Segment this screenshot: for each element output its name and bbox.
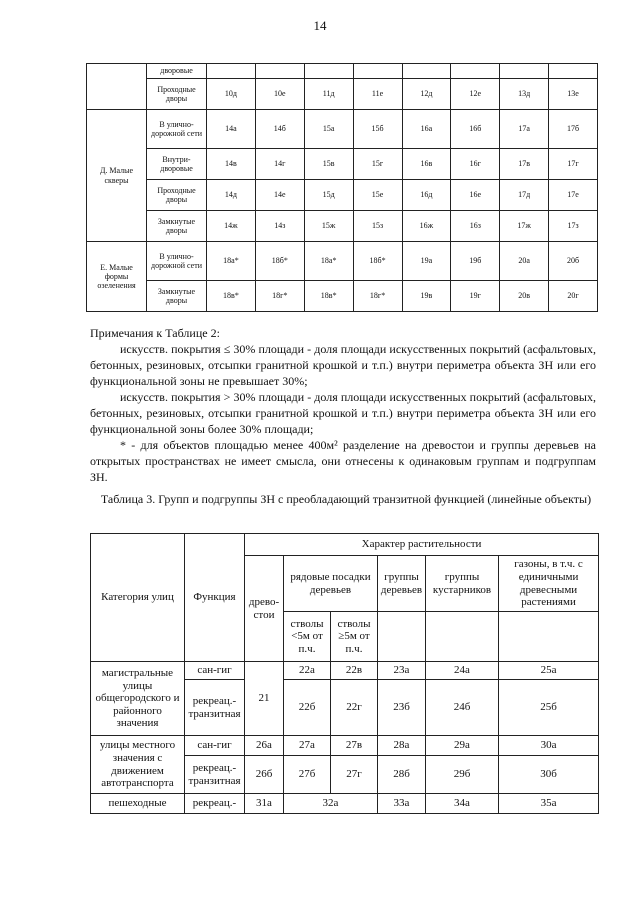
header-function: Функция (185, 534, 245, 662)
subgroup-label: Проходные дворы (147, 180, 207, 211)
subgroup-label: В улично-дорожной сети (147, 242, 207, 281)
header-lawns: газоны, в т.ч. с единичными древесными растениями (499, 556, 599, 612)
header-shrub-groups: группы кустарников (426, 556, 499, 612)
table-row: Проходные дворы 10д 10е 11д 11е 12д 12е 13д 13е (87, 79, 598, 110)
notes-body (90, 341, 596, 485)
table-3 (90, 533, 599, 814)
table-row: Внутри-дворовые 14в 14г 15в 15г 16в 16г 17в 17г (87, 149, 598, 180)
note-paragraph: искусств. покрытия ≤ 30% площади - доля площади искусственных покрытий (асфальтовых, бетонных, резиновых, отсыпки гранитной крошкой и т.п.) внутри периметра объекта ЗН или его функциональной зоны не превышает 30%; (90, 342, 596, 388)
table-row: магистральные улицы общегородского и районного значения сан-гиг 21 22а 22в 23а 24а 25а (91, 662, 599, 680)
row-category: пешеходные (91, 794, 185, 814)
table-row: Проходные дворы 14д 14е 15д 15е 16д 16е 17д 17е (87, 180, 598, 211)
note-paragraph: искусств. покрытия > 30% площади - доля площади искусственных покрытий (асфальтовых, бетонных, резиновых, отсыпки гранитной крошкой и т.п.) внутри периметра объекта ЗН или его функциональной зоны более 30% площади; (90, 390, 596, 436)
table-row: Замкнутые дворы 18в* 18г* 18в* 18г* 19в 19г 20в 20г (87, 281, 598, 312)
subgroup-label: Проходные дворы (147, 79, 207, 110)
note-paragraph: * - для объектов площадью менее 400м² разделение на древостои и группы деревьев на открытых пространствах не имеет смысла, они отнесены к одинаковым группам и подгруппам ЗН. (90, 438, 596, 484)
page-number: 14 (313, 18, 327, 33)
row-category: улицы местного значения с движением автотранспорта (91, 736, 185, 794)
table-row: пешеходные рекреац.- 31а 32а 33а 34а 35а (91, 794, 599, 814)
subgroup-label: Замкнутые дворы (147, 211, 207, 242)
group-label-d: Д. Малые скверы (87, 110, 147, 242)
table-row: Д. Малые скверы В улично-дорожной сети 14а 14б 15а 15б 16а 16б 17а 17б (87, 110, 598, 149)
subgroup-label: Внутри-дворовые (147, 149, 207, 180)
header-row-plantings: рядовые посадки деревьев (284, 556, 378, 612)
table-row: рекреац.-транзитная 22б 22г 23б 24б 25б (91, 680, 599, 736)
table-row (91, 534, 599, 556)
header-tree-groups: группы деревьев (378, 556, 426, 612)
subgroup-label: дворовые (147, 64, 207, 79)
table-row: улицы местного значения с движением автотранспорта сан-гиг 26а 27а 27в 28а 29а 30а (91, 736, 599, 756)
subgroup-label: Замкнутые дворы (147, 281, 207, 312)
header-category: Категория улиц (91, 534, 185, 662)
group-cell-prev (87, 64, 147, 110)
header-character: Характер растительности (245, 534, 599, 556)
subgroup-label: В улично-дорожной сети (147, 110, 207, 149)
table-row: рекреац.-транзитная 26б 27б 27г 28б 29б 30б (91, 756, 599, 794)
table-2-continuation (86, 63, 598, 312)
row-category: магистральные улицы общегородского и районного значения (91, 662, 185, 736)
group-label-e: Е. Малые формы озеленения (87, 242, 147, 312)
notes-title: Примечания к Таблице 2: (90, 326, 220, 340)
header-trunks-ge5: стволы ≥5м от п.ч. (331, 612, 378, 662)
table-row (87, 64, 598, 79)
header-trunks-lt5: стволы <5м от п.ч. (284, 612, 331, 662)
table-row: Замкнутые дворы 14ж 14з 15ж 15з 16ж 16з 17ж 17з (87, 211, 598, 242)
table-3-caption: Таблица 3. Групп и подгруппы ЗН с преобладающий транзитной функцией (линейные объекты) (100, 492, 592, 506)
table-row: Е. Малые формы озеленения В улично-дорожной сети 18а* 18б* 18а* 18б* 19а 19б 20а 20б (87, 242, 598, 281)
header-stands: древо-стои (245, 556, 284, 662)
